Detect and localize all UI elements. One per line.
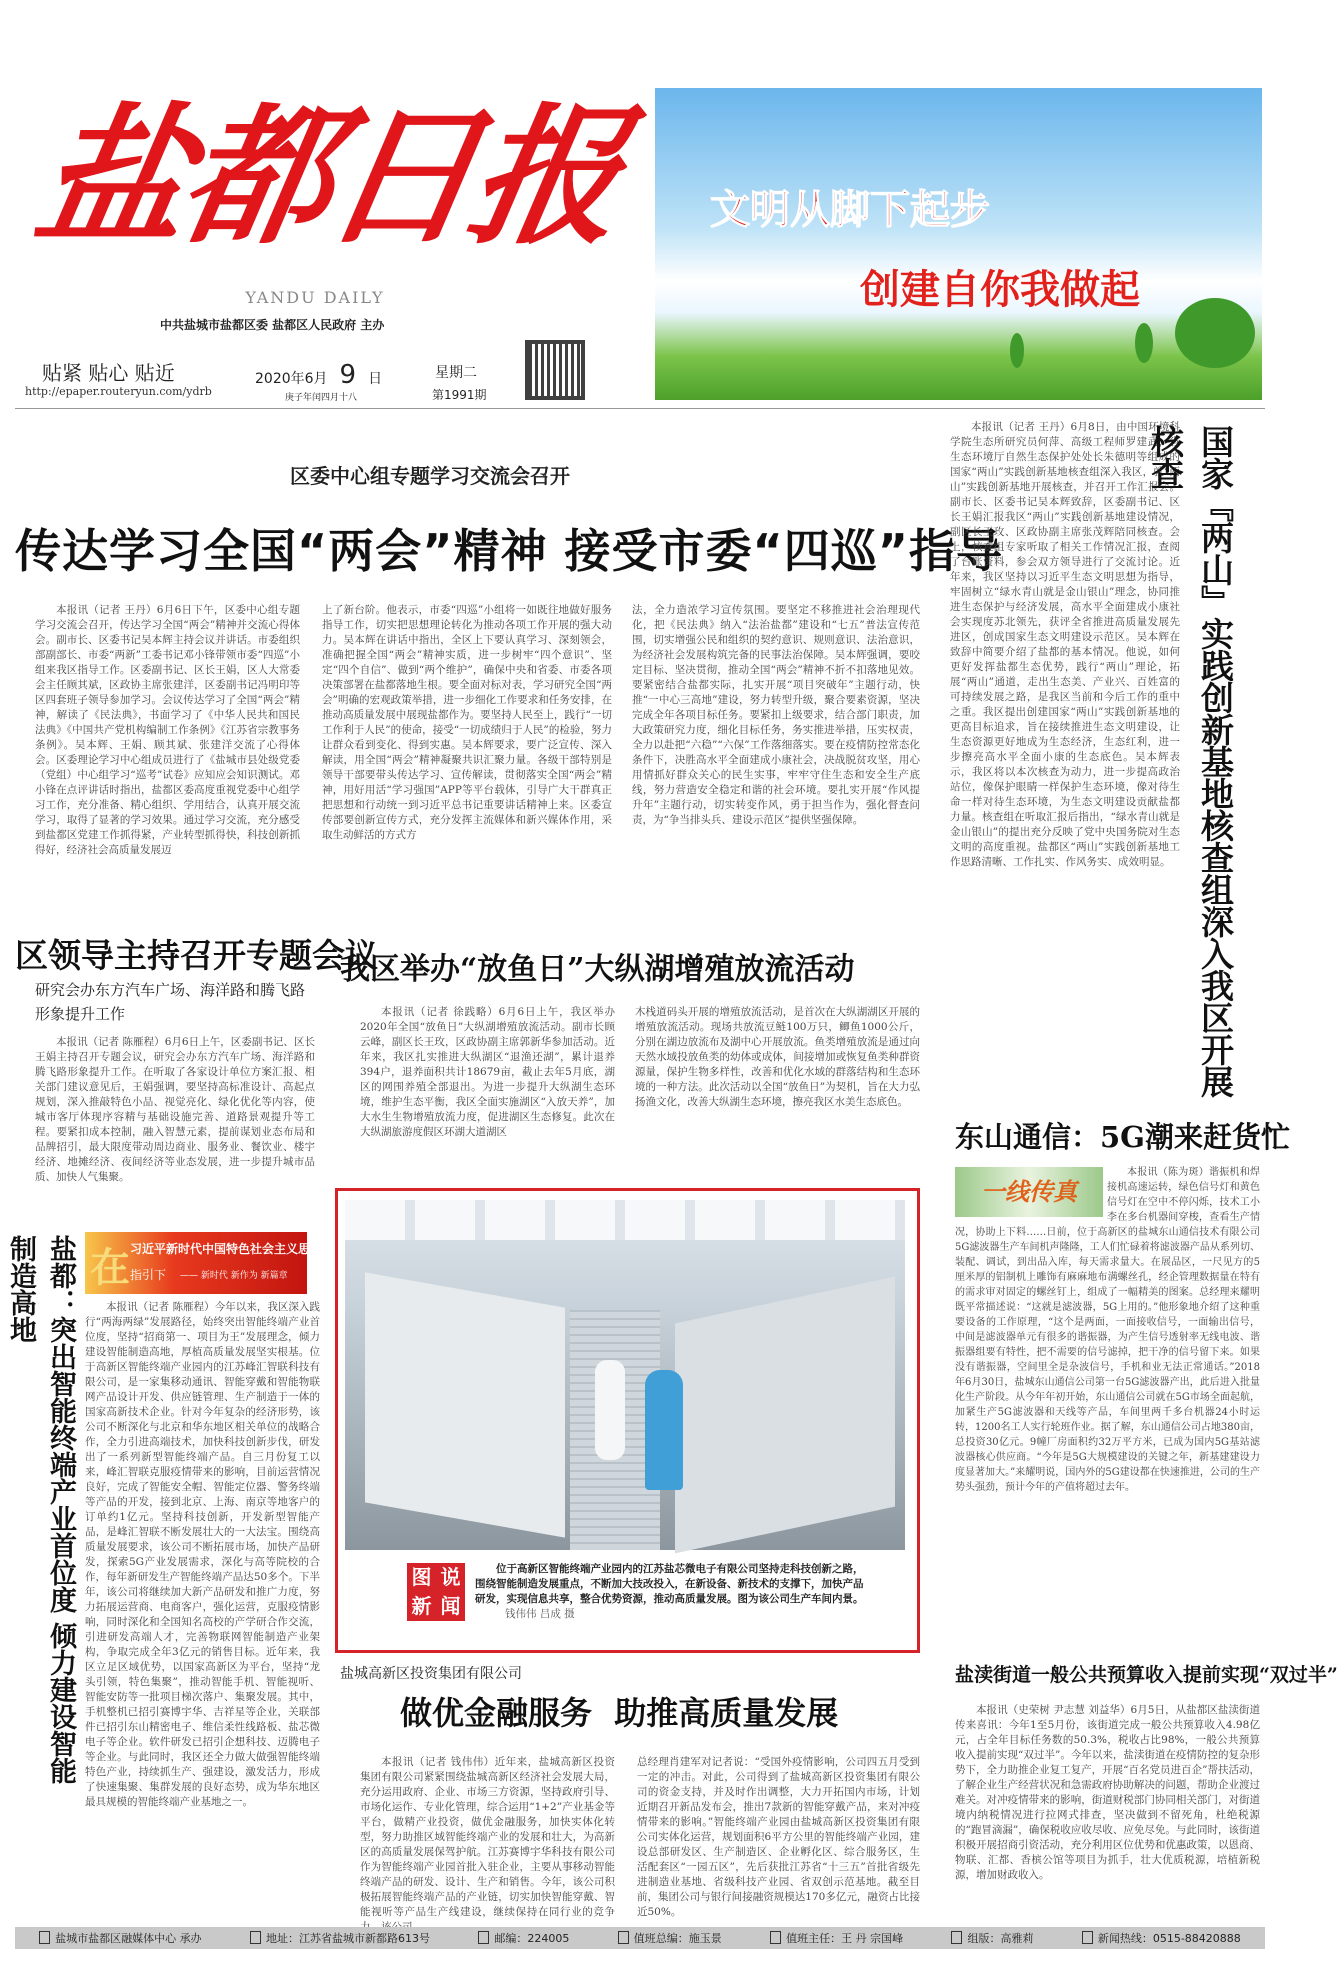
lead-col1 bbox=[35, 603, 300, 893]
worker-figure bbox=[595, 1360, 625, 1460]
right-story-headline[interactable]: 国家『两山』实践创新基地核查组深入我区开展核查 bbox=[1146, 425, 1235, 1097]
finance-col2 bbox=[637, 1755, 920, 1918]
footer-bar bbox=[15, 1927, 1265, 1949]
banner-line1: 文明从脚下起步 bbox=[710, 187, 990, 233]
masthead-host: 中共盐城市盐都区委 盐都区人民政府 主办 bbox=[160, 318, 385, 332]
masthead-slogan: 贴紧 贴心 贴近 bbox=[42, 361, 175, 385]
budget-body bbox=[955, 1703, 1260, 1913]
paragraph: 木栈道码头开展的增殖放流活动，是首次在大纵湖湖区开展的增殖放流活动。现场共放流豆鲢100万只，鲫鱼1000公斤，分别在湖边放流布及湖中心开展放流。鱼类增殖放流是通过向天然水域投放鱼类的幼体或成体，间接增加或恢复鱼类种群资源量，保护生物多样性，改善和优化水域的群落结构和生态环境的一种方法。此次活动以全国“放鱼日”为契机，旨在大力弘扬渔文化，改善大纵湖生态环境，擦亮我区水美生态底色。 bbox=[635, 1006, 920, 1108]
feature-headline[interactable]: 盐都：突出智能终端产业首位度 倾力建设智能制造高地 bbox=[5, 1235, 76, 1785]
tree-icon bbox=[1175, 298, 1255, 368]
qr-code-icon[interactable] bbox=[525, 340, 585, 400]
banner-sub: 指引下 bbox=[130, 1268, 167, 1282]
banner-slogan: —— 新时代 新作为 新篇章 bbox=[180, 1271, 288, 1281]
lead-col3 bbox=[632, 603, 920, 893]
tag-char: 图 bbox=[411, 1565, 432, 1589]
epaper-link[interactable]: http://epaper.routeryun.com/ydrb bbox=[25, 385, 212, 398]
paragraph: 法，全力造浓学习宣传氛围。要坚定不移推进社会治理现代化，把《民法典》纳入“法治盐都”建设和“七五”普法宣传范围，切实增强公民和组织的契约意识、规则意识、法治意识，为经济社会发展构筑完备的民事法治保障。吴本辉强调，要咬定目标、坚决贯彻，推动全国“两会”精神不折不扣落地见效。要紧密结合盐都实际，扎实开展“项目突破年”主题行动，快推“一中心三高地”建设，努力转型升级，聚合要素资源，坚决完成全年各项目标任务。要紧扣上级要求，结合部门职责，加大政策研究力度，细化目标任务，务实推进举措，压实权责，全力以赴把“六稳”“六保”工作落细落实。要在疫情防控常态化条件下，决胜高水平全面建成小康社会，决战脱贫攻坚，用心用情抓好群众关心的民生实事，牢牢守住生态和安全生产底线，努力营造安全稳定和谐的社会环境。要扎实开展“作风提升年”主题行动，切实转变作风，勇于担当作为，强化督查问责，为“争当排头兵、建设示范区”提供坚强保障。 bbox=[632, 604, 920, 826]
issue-number: 第1991期 bbox=[432, 388, 487, 402]
footer-item: 值班总编：施玉景 bbox=[618, 1930, 722, 1946]
tree-icon bbox=[1010, 333, 1024, 368]
civility-banner-ad bbox=[655, 88, 1262, 400]
footer-item: 邮编：224005 bbox=[478, 1930, 569, 1946]
photo-credit: 钱伟伟 吕成 摄 bbox=[505, 1608, 575, 1620]
factory-photo[interactable] bbox=[345, 1200, 905, 1550]
finance-headline[interactable]: 做优金融服务 助推高质量发展 bbox=[400, 1694, 839, 1732]
weekday: 星期二 bbox=[435, 365, 477, 381]
masthead-english: YANDU DAILY bbox=[245, 288, 385, 307]
fish-headline[interactable]: 我区举办“放鱼日”大纵湖增殖放流活动 bbox=[340, 952, 855, 987]
tree-icon bbox=[1135, 323, 1153, 363]
photo-caption bbox=[475, 1562, 870, 1622]
fish-col1 bbox=[360, 1005, 615, 1160]
budget-headline[interactable]: 盐渎街道一般公共预算收入提前实现“双过半” bbox=[955, 1664, 1338, 1686]
fiveg-headline[interactable]: 东山通信：5G潮来赶货忙 bbox=[955, 1120, 1290, 1154]
paragraph: 本报讯（记者 王丹）6月8日，由中国环境科学院生态所研究员何萍、高级工程师罗建武，省生态环境厅自然生态保护处处长朱德明等组成的国家“两山”实践创新基地核查组深入我区，就“两山”实践创新基地开展核查，并召开工作汇报会。副市长、区委书记吴本辉致辞，区委副书记、区长王娟汇报我区“两山”实践创新基地建设情况，副区长王玫、区政协副主席张茂辉陪同核查。会上，核查组专家听取了相关工作情况汇报，查阅了台账资料，参会双方领导进行了交流讨论。近年来，我区坚持以习近平生态文明思想为指导，牢固树立“绿水青山就是金山银山”理念，协同推进生态保护与经济发展，高水平全面建成小康社会实现度苏北领先，获评全省推进高质量发展先进区，创成国家生态文明建设示范区。吴本辉在致辞中简要介绍了盐都的基本情况。他说，如何更好发挥盐都生态优势，践行“两山”理论，拓展“两山”通道，走出生态美、产业兴、百姓富的可持续发展之路，是我区当前和今后工作的重中之重。我区提出创建国家“两山”实践创新基地的更高目标追求，旨在接续推进生态文明建设，让生态资源更好地成为生态经济，生态红利，进一步擦亮高水平全面小康的生态底色。吴本辉表示，我区将以本次核查为动力，进一步提高政治站位，像保护眼睛一样保护生态环境，像对待生命一样对待生态环境，为生态文明建设贡献盐都力量。核查组在听取汇报后指出，“绿水青山就是金山银山”的提出充分反映了党中央国务院对生态文明的高度重视。盐都区“两山”实践创新基地工作思路清晰、工作扎实、作风务实、成效明显。 bbox=[950, 421, 1180, 868]
paragraph: 本报讯（记者 陈雁程）6月6日上午，区委副书记、区长王娟主持召开专题会议，研究会办东方汽车广场、海洋路和腾飞路形象提升工作。在听取了各家设计单位方案汇报、相关部门建议意见后，王娟强调，要坚持高标准设计、高起点规划，深入推敲特色小品、视觉亮化、绿化优化等内容，使城市客厅体现序容精与基础设施完善、道路景观提升等工程。要紧扣成本控制，融入智慧元素，提前谋划业态布局和品牌招引，最大限度带动周边商业、服务业、餐饮业、楼宇经济、地摊经济、夜间经济等业态发展，进一步提升城市品质、加快人气集聚。 bbox=[35, 1036, 315, 1183]
lead-col2 bbox=[322, 603, 612, 893]
tag-char: 新 bbox=[411, 1594, 432, 1618]
caption-text: 位于高新区智能终端产业园内的江苏盐芯微电子有限公司坚持走科技创新之路，围绕智能制造发展重点，不断加大技改投入，在新设备、新技术的支撑下，加快产品研发，实现信息共享，整合优势资源，推动高质量发展。图为该公司生产车间内景。 bbox=[475, 1563, 864, 1605]
theme-banner bbox=[85, 1232, 323, 1294]
date-suffix: 日 bbox=[368, 371, 383, 387]
column-tag-banner: 一线传真 bbox=[955, 1167, 1103, 1217]
paragraph: 本报讯（记者 陈雁程）今年以来，我区深入践行“两海两绿”发展路径，始终突出智能终端产业首位度，坚持“招商第一、项目为王”发展理念，倾力建设智能制造高地，厚植高质量发展坚实根基。位于高新区智能终端产业园内的江苏峰汇智联科技有限公司，是一家集移动通讯、智能穿戴和智能物联网产品设计开发、供应链管理、生产制造于一体的国家高新技术企业。针对今年复杂的经济形势，该公司不断深化与北京和华东地区相关单位的战略合作，全力引进高端技术，加快科技创新步伐，研发出了一系列新型智能终端产品。自三月份复工以来，峰汇智联克服疫情带来的影响，目前运营情况良好，完成了智能安全帽、智能定位器、警务终端等产品的开发，接到北京、上海、南京等地客户的订单约1亿元。坚持科技创新，开发新型智能产品，是峰汇智联不断发展壮大的一大法宝。围绕高质量发展要求，该公司不断拓展市场，加快产品研发，探索5G产业发展需求，深化与高等院校的合作，每年新研发生产智能终端产品达50多个。下半年，该公司将继续加大新产品研发和推广力度，努力拓展运营商、电商客户，强化运营，克服疫情影响，同时深化和全国知名高校的产学研合作交流，引进研发高端人才，完善物联网智能制造产业架构，争取完成全年3亿元的销售目标。近年来，我区立足区域优势，以国家高新区为平台，坚持“龙头引领，特色集聚”，推动智能手机、智能视听、智能安防等一批项目梯次落户、集聚发展。其中，手机整机已招引赛博宇华、吉祥星等企业，关联部件已招引东山精密电子、维信柔性线路板、盐芯微电子等企业。软件研发已招引企想科技、迈腾电子等企业。与此同时，我区还全力做大做强智能终端特色产业，持续抓生产、强建设，激发活力，形成了快速集聚、集群发展的良好态势，成为华东地区最具规模的智能终端产业基地之一。 bbox=[85, 1301, 320, 1808]
masthead-logo: 盐都日报 bbox=[24, 89, 632, 265]
divider bbox=[15, 408, 1265, 409]
meeting-subtitle: 研究会办东方汽车广场、海洋路和腾飞路形象提升工作 bbox=[35, 981, 306, 1023]
paragraph: 本报讯（记者 钱伟伟）近年来，盐城高新区投资集团有限公司紧紧围绕盐城高新区经济社会发展大局，充分运用政府、企业、市场三方资源，坚持政府引导、市场化运作、专业化管理，综合运用“1+2”产业基金等平台，做精产业投资，做优金融服务，加快实体化转型，努力助推区域智能终端产业的发展和壮大，为高新区的高质量发展保驾护航。江苏赛博宇华科技有限公司作为智能终端产业园首批入驻企业，主要从事移动智能终端产品的研发、设计、生产和销售。今年，该公司积极拓展智能终端产品的产业链，切实加快智能穿戴、智能视听等产品生产线建设，继续保持在同行业的竞争 bbox=[360, 1756, 615, 1918]
fiveg-body bbox=[955, 1165, 1260, 1510]
paragraph: 总经理肖建军对记者说：“受国外疫情影响，公司四五月受到一定的冲击。对此，公司得到了盐城高新区投资集团有限公司的资金支持，并及时作出调整，大力开拓国内市场，计划近期召开新品发布会，推出7款新的智能穿戴产品，来对冲疫情带来的影响。”智能终端产业园由盐城高新区投资集团有限公司实体化运营，规划面积6平方公里的智能终端产业园，建设总部研发区、生产制造区、企业孵化区、综合服务区，生活配套区“一园五区”，先后获批江苏省“十三五”首批省级先进制造业基地、省级科技产业园、省双创示范基地。截至目前，集团公司与银行间接融资规模达170多亿元，融资占比接近50%。 bbox=[637, 1756, 920, 1918]
date-prefix: 2020年6月 bbox=[255, 371, 328, 387]
lunar-date: 庚子年闰四月十八 bbox=[285, 393, 358, 403]
lead-kicker: 区委中心组专题学习交流会召开 bbox=[290, 464, 570, 488]
paragraph: 本报讯（陈为斑）谐振机和焊接机高速运转，绿色信号灯和黄色信号灯在空中不停闪烁，技术工小李在多台机器间穿梭，查看生产情况，协助上下料……日前，位于高新区的盐城东山通信技术有限公司5G滤波器生产车间机声隆隆，工人们忙碌着将滤波器产品从系列切、装配、调试，到出品入库，每天需求量大。在展品区，一尺见方的5厘米厚的铝制机上雕饰有麻麻地布满螺丝孔，经企管理数据量在特有的需求审对固定的螺丝钉上，组成了一幅精美的图案。总经理来耀明既平常描述说：“这就是滤波器，5G上用的。”他形象地介绍了这种重要设备的工作原理，“这个是两面，一面接收信号，一面输出信号，中间是滤波器单元有很多的谐振器，为产生信号透射率无线电波、谐振器组要有特性，把不需要的信号滤掉，把干净的信号留下来。如果没有谐振器，空间里全是杂波信号，手机和业无法正常通话。”2018年6月30日，盐城东山通信公司第一台5G滤波器产出，此后进入批量化生产阶段。从今年年初开始，东山通信公司就在5G市场全面起航，加紧生产5G滤波器和天线等产品，车间里两千多台机器24小时运转，1200名工人实行轮班作业。据了解，东山通信公司占地380亩，总投资30亿元。9幢厂房面积约32万平方米，已成为国内5G基站滤波器核心供应商。“今年是5G大规模建设的关键之年，新基建建设力度显著加大。”来耀明说，国内外的5G建设都在快速推进，公司的生产势头强劲，预计今年的产值将超过去年。 bbox=[955, 1167, 1260, 1493]
issue-date bbox=[255, 360, 382, 390]
meeting-headline[interactable]: 区领导主持召开专题会议 bbox=[15, 936, 378, 975]
banner-prefix: 在 bbox=[90, 1244, 130, 1291]
banner-main: 习近平新时代中国特色社会主义思想 bbox=[130, 1242, 323, 1256]
right-story-body bbox=[950, 420, 1180, 1110]
feature-body bbox=[85, 1300, 320, 1912]
meeting-body bbox=[35, 1035, 315, 1183]
paragraph: 本报讯（记者 徐践略）6月6日上午，我区举办2020年全国“放鱼日”大纵湖增殖放流活动。副市长顾云峰，副区长王玫，区政协副主席郭新华参加活动。近年来，我区扎实推进大纵湖区“退渔还湖”，累计退养394户，退养面积共计18679亩，截止去年5月底，湖区的网围养殖全部退出。为进一步提升大纵湖生态环境，维护生态平衡，我区全面实施湖区“入放天养”，加大水生生物增殖放流力度，促进湖区生态修复。此次在大纵湖旅游度假区环湖大道湖区 bbox=[360, 1006, 615, 1138]
footer-item: 地址：江苏省盐城市新都路613号 bbox=[250, 1930, 430, 1946]
date-day: 9 bbox=[339, 360, 357, 390]
paragraph: 本报讯（史荣树 尹志慧 刘益华）6月5日，从盐都区盐渎街道传来喜讯：今年1至5月份，该街道完成一般公共预算收入4.98亿元，占全年目标任务数的50.3%，税收占比98%，一般公共预算收入提前实现“双过半”。今年以来，盐渎街道在疫情防控的复杂形势下，全力助推企业复工复产，开展“百名党员进百企”帮扶活动，了解企业生产经营状况和急需政府协助解决的问题，帮助企业渡过难关。对冲疫情带来的影响，街道财税部门协同相关部门，对街道境内纳税情况进行拉网式排查，坚决做到不留死角，杜绝税源的“跑冒滴漏”，确保税收应收尽收、应免尽免。与此同时，该街道积极开展招商引资活动，充分利用区位优势和优惠政策，以恩商、物联、汇都、香槟公馆等项目为抓手，壮大优质税源，培植新税源，增加财政收入。 bbox=[955, 1704, 1260, 1881]
banner-line2: 创建自你我做起 bbox=[860, 267, 1140, 313]
finance-kicker: 盐城高新区投资集团有限公司 bbox=[340, 1666, 522, 1682]
fish-col2 bbox=[635, 1005, 920, 1160]
worker-figure bbox=[645, 1370, 683, 1490]
paragraph: 上了新台阶。他表示，市委“四巡”小组将一如既往地做好服务指导工作，切实把思想理论转化为推动各项工作开展的强大动力。吴本辉在讲话中指出，全区上下要认真学习、深刻领会，准确把握全国“两会”精神实质，进一步树牢“四个意识”、坚定“四个自信”、做到“两个维护”，确保中央和省委、市委各项决策部署在盐都落地生根。要全面对标对表，学习研究全国“两会”明确的宏观政策举措，进一步细化工作要求和任务安排，在推动高质量发展中展现盐都作为。要坚持人民至上，践行“一切工作利于人民”的使命，接受“一切成绩归于人民”的检验，努力让群众看到变化、得到实惠。吴本辉要求，要广泛宣传、深入解读，用全国“两会”精神凝聚共识汇聚力量。各级干部特别是领导干部要带头传达学习、宣传解读，贯彻落实全国“两会”精神，用好用活“学习强国”APP等平台载体，引导广大干群真正把思想和行动统一到习近平总书记重要讲话精神上来。区委宣传部要创新宣传方式，充分发挥主流媒体和新兴媒体作用，采取生动鲜活的方式方 bbox=[322, 604, 612, 841]
footer-item: 盐城市盐都区融媒体中心 承办 bbox=[39, 1930, 202, 1946]
lead-headline[interactable]: 传达学习全国“两会”精神 接受市委“四巡”指导 bbox=[15, 524, 1003, 578]
finance-col1 bbox=[360, 1755, 615, 1918]
tag-char: 说 bbox=[440, 1565, 461, 1589]
footer-item: 组版：高雅莉 bbox=[951, 1930, 1033, 1946]
footer-item: 值班主任：王 丹 宗国峰 bbox=[770, 1930, 903, 1946]
paragraph: 本报讯（记者 王丹）6月6日下午，区委中心组专题学习交流会召开，传达学习全国“两会”精神并交流心得体会。副市长、区委书记吴本辉主持会议并讲话。市委组织部副部长、市委“两新”工委书记邓小锋带领市委“四巡”小组来我区指导工作。区委副书记、区长王娟，区人大常委会主任顾其斌，区政协主席张建洋，区委副书记冯明印等区四套班子领导参加学习。会议传达学习了全国“两会”精神，解读了《民法典》，书面学习了《中华人民共和国民法典》《中国共产党机构编制工作条例》《江苏省宗教事务条例》。吴本辉、王娟、顾其斌、张建洋交流了心得体会。区委理论学习中心组成员进行了《盐城市县处级党委（党组）中心组学习“巡考”试卷》应知应会知识测试。邓小锋在点评讲话时指出，盐都区委高度重视党委中心组学习工作，充分准备、精心组织、学用结合，认真开展交流学习，取得了显著的学习效果。通过学习交流，充分感受到盐都区党建工作抓得紧，产业转型抓得快，科技创新抓得好，经济社会高质量发展迈 bbox=[35, 604, 300, 856]
photo-news-tag bbox=[407, 1563, 465, 1621]
tag-char: 闻 bbox=[440, 1594, 461, 1618]
footer-item: 新闻热线：0515-88420888 bbox=[1082, 1930, 1241, 1946]
